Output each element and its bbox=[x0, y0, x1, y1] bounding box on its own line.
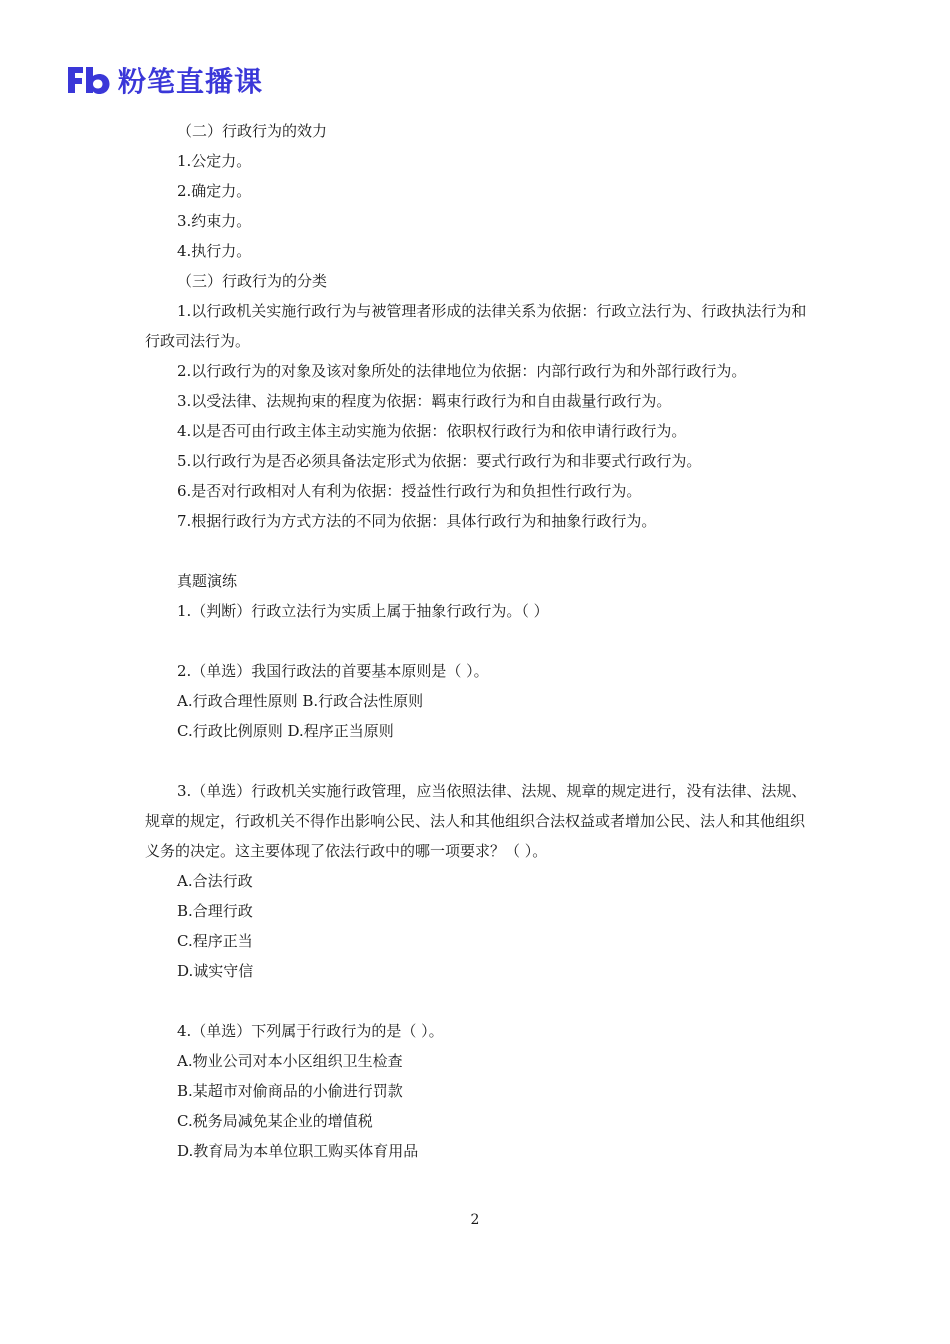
question-4-option: B.某超市对偷商品的小偷进行罚款 bbox=[177, 1082, 403, 1100]
question-3-option: D.诚实守信 bbox=[177, 962, 254, 980]
question-2-stem: 2.（单选）我国行政法的首要基本原则是（ ）。 bbox=[177, 662, 489, 680]
list-item: 3.约束力。 bbox=[177, 212, 252, 230]
question-1-stem: 1.（判断）行政立法行为实质上属于抽象行政行为。（ ） bbox=[177, 602, 549, 620]
list-item: 4.执行力。 bbox=[177, 242, 252, 260]
question-3-option: B.合理行政 bbox=[177, 902, 253, 920]
list-item: 3.以受法律、法规拘束的程度为依据：羁束行政行为和自由裁量行政行为。 bbox=[177, 392, 672, 410]
question-4-option: D.教育局为本单位职工购买体育用品 bbox=[177, 1142, 419, 1160]
list-item: 4.以是否可由行政主体主动实施为依据：依职权行政行为和依申请行政行为。 bbox=[177, 422, 687, 440]
question-3-stem: 3.（单选）行政机关实施行政管理，应当依照法律、法规、规章的规定进行，没有法律、法规、规章的规定，行政机关不得作出影响公民、法人和其他组织合法权益或者增加公民、法人和其他组织义务的决定。这主要体现了依法行政中的哪一项要求？（ ）。 bbox=[145, 782, 807, 860]
header-logo bbox=[66, 60, 263, 100]
list-item: 2.以行政行为的对象及该对象所处的法律地位为依据：内部行政行为和外部行政行为。 bbox=[177, 362, 747, 380]
practice-title: 真题演练 bbox=[177, 572, 238, 590]
document-body bbox=[145, 116, 815, 1166]
list-item: 1.公定力。 bbox=[177, 152, 252, 170]
spacer bbox=[145, 986, 815, 1016]
question-2-options-ab: A.行政合理性原则 B.行政合法性原则 bbox=[177, 692, 424, 710]
list-item: 5.以行政行为是否必须具备法定形式为依据：要式行政行为和非要式行政行为。 bbox=[177, 452, 702, 470]
spacer bbox=[145, 626, 815, 656]
logo-text: 粉笔直播课 bbox=[118, 65, 264, 98]
question-4-stem: 4.（单选）下列属于行政行为的是（ ）。 bbox=[177, 1022, 444, 1040]
section-heading-effect: （二）行政行为的效力 bbox=[177, 122, 328, 140]
section-heading-classification: （三）行政行为的分类 bbox=[177, 272, 328, 290]
question-3-option: A.合法行政 bbox=[177, 872, 253, 890]
list-item: 6.是否对行政相对人有利为依据：授益性行政行为和负担性行政行为。 bbox=[177, 482, 642, 500]
question-3-option: C.程序正当 bbox=[177, 932, 253, 950]
spacer bbox=[145, 746, 815, 776]
list-item: 2.确定力。 bbox=[177, 182, 252, 200]
spacer bbox=[145, 536, 815, 566]
question-4-option: A.物业公司对本小区组织卫生检查 bbox=[177, 1052, 403, 1070]
question-4-option: C.税务局减免某企业的增值税 bbox=[177, 1112, 373, 1130]
page-number: 2 bbox=[470, 1212, 480, 1228]
question-2-options-cd: C.行政比例原则 D.程序正当原则 bbox=[177, 722, 394, 740]
list-item: 1.以行政机关实施行政行为与被管理者形成的法律关系为依据：行政立法行为、行政执法行为和行政司法行为。 bbox=[145, 302, 807, 350]
fenbi-logo-icon bbox=[66, 63, 112, 97]
list-item: 7.根据行政行为方式方法的不同为依据：具体行政行为和抽象行政行为。 bbox=[177, 512, 657, 530]
